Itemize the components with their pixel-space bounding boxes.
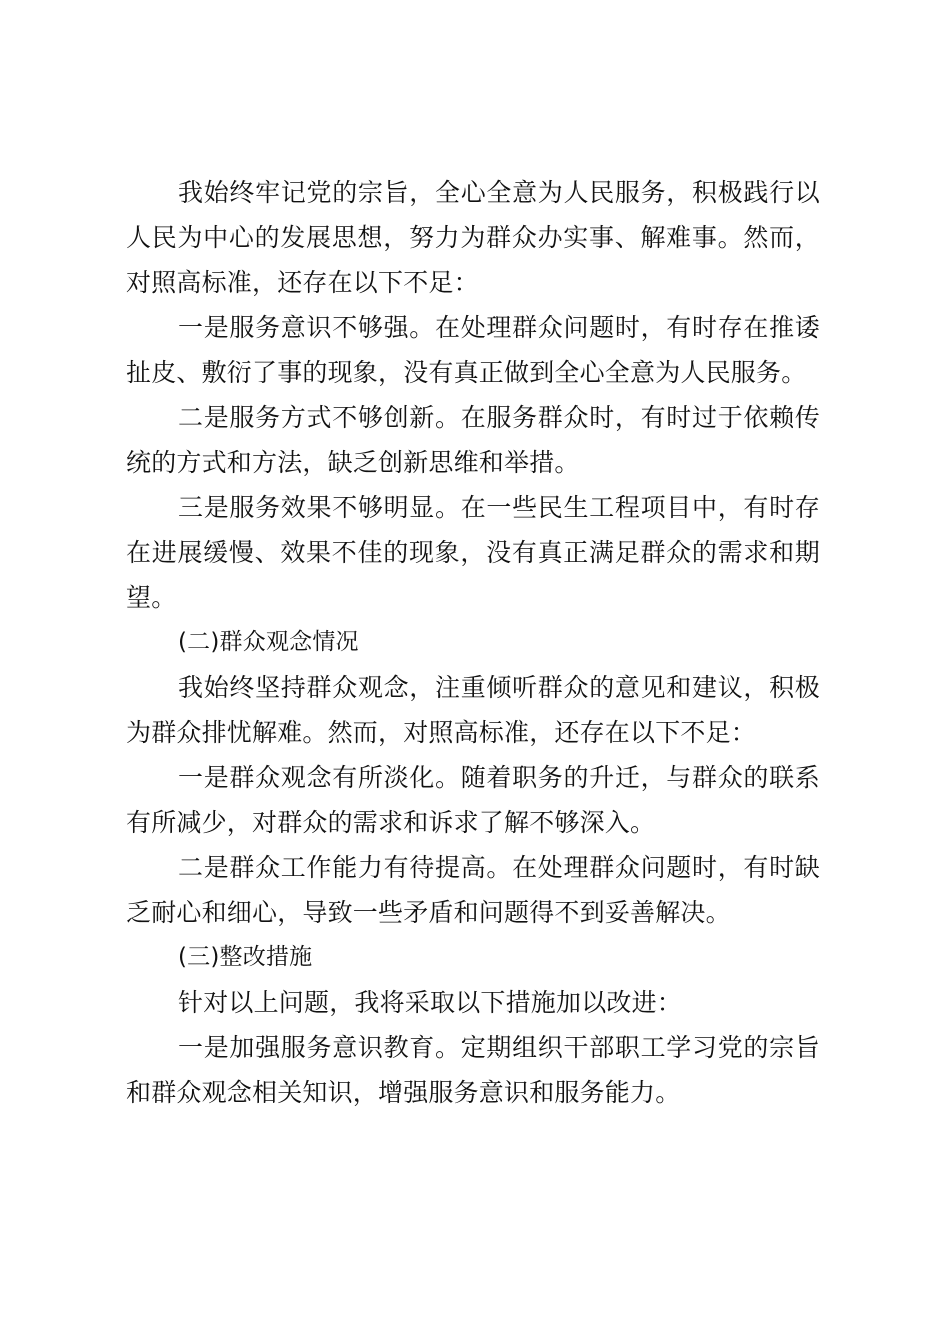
section-heading-mass-concept: (二)群众观念情况 — [178, 629, 359, 655]
paragraph-work-ability: 二是群众工作能力有待提高。在处理群众问题时，有时缺乏耐心和细心，导致一些矛盾和问题得不到妥善解决。 — [126, 853, 820, 927]
paragraph-service-awareness: 一是服务意识不够强。在处理群众问题时，有时存在推诿扯皮、敷衍了事的现象，没有真正做到全心全意为人民服务。 — [126, 313, 820, 387]
paragraph-service-method: 二是服务方式不够创新。在服务群众时，有时过于依赖传统的方式和方法，缺乏创新思维和举措。 — [126, 403, 820, 477]
document-page — [126, 170, 820, 1115]
paragraph-mass-concept: 我始终坚持群众观念，注重倾听群众的意见和建议，积极为群众排忧解难。然而，对照高标准，还存在以下不足： — [126, 673, 820, 747]
paragraph-concept-fading: 一是群众观念有所淡化。随着职务的升迁，与群众的联系有所减少，对群众的需求和诉求了解不够深入。 — [126, 763, 820, 837]
paragraph-measures-intro: 针对以上问题，我将采取以下措施加以改进： — [178, 988, 683, 1017]
paragraph-education-measure: 一是加强服务意识教育。定期组织干部职工学习党的宗旨和群众观念相关知识，增强服务意识和服务能力。 — [126, 1033, 820, 1107]
section-heading-rectification: (三)整改措施 — [178, 944, 313, 970]
paragraph-service-effect: 三是服务效果不够明显。在一些民生工程项目中，有时存在进展缓慢、效果不佳的现象，没有真正满足群众的需求和期望。 — [126, 493, 820, 612]
paragraph-party-purpose: 我始终牢记党的宗旨，全心全意为人民服务，积极践行以人民为中心的发展思想，努力为群众办实事、解难事。然而，对照高标准，还存在以下不足： — [126, 178, 820, 297]
